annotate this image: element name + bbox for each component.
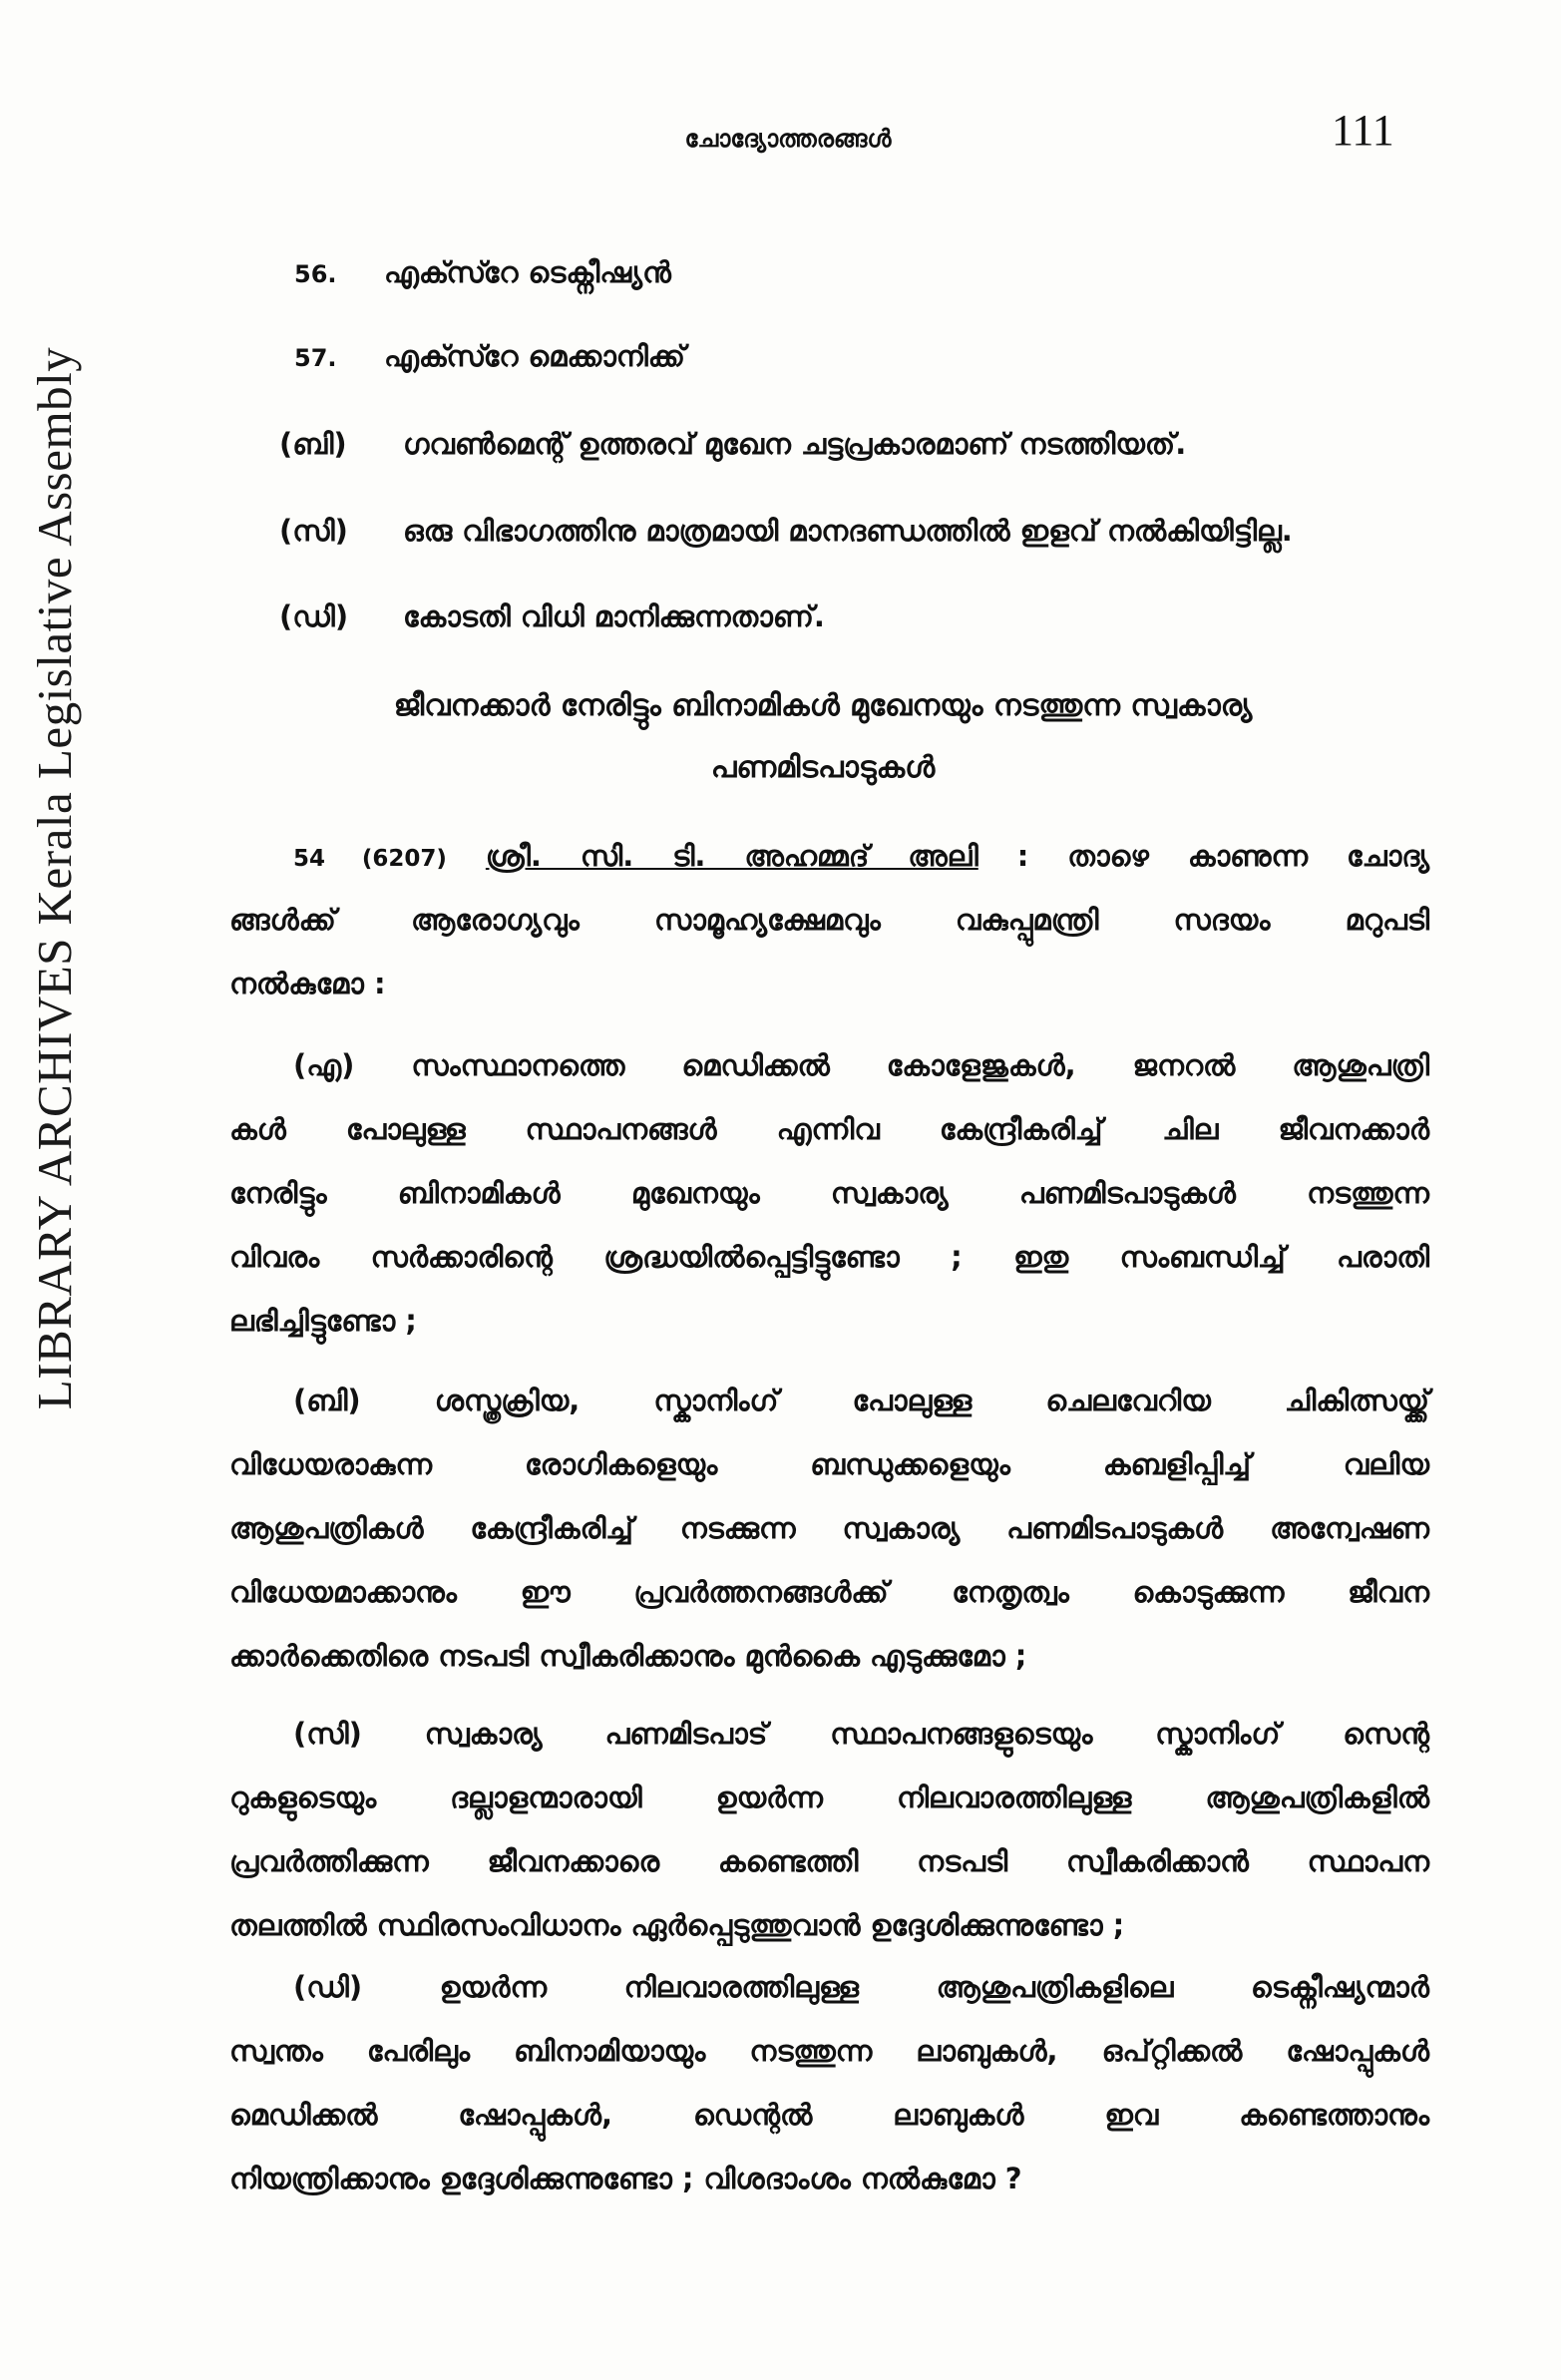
intro-text: : താഴെ കാണുന്ന ചോദ്യ bbox=[1016, 839, 1429, 873]
text-line: (ബി) ശസ്ത്രക്രിയ, സ്കാനിംഗ് പോലുള്ള ചെലവേറിയ ചികിത്സയ്ക്ക് bbox=[293, 1384, 1429, 1417]
answer-marker: (ഡി) bbox=[279, 599, 349, 633]
list-item bbox=[294, 339, 685, 374]
section-heading-line-2: പണമിടപാടുകൾ bbox=[710, 750, 936, 785]
answer-item bbox=[279, 514, 1293, 549]
text-line: സ്വന്തം പേരിലും ബിനാമിയായും നടത്തുന്ന ലാബുകൾ, ഒപ്റ്റിക്കൽ ഷോപ്പുകൾ bbox=[229, 2034, 1429, 2068]
text-line: തലത്തിൽ സ്ഥിരസംവിധാനം ഏർപ്പെടുത്തുവാൻ ഉദ്ദേശിക്കുന്നുണ്ടോ ; bbox=[229, 1908, 1125, 1942]
watermark-text: LIBRARY ARCHIVES Kerala Legislative Assembly bbox=[27, 346, 83, 1409]
list-item-number: 57. bbox=[294, 344, 337, 372]
text-line: വിധേയരാകുന്ന രോഗികളെയും ബന്ധുക്കളെയും കബളിപ്പിച്ച് വലിയ bbox=[229, 1447, 1429, 1481]
text-line: (ഡി) ഉയർന്ന നിലവാരത്തിലുള്ള ആശുപത്രികളിലെ ടെക്നീഷ്യന്മാർ bbox=[293, 1970, 1429, 2004]
text-line: പ്രവർത്തിക്കുന്ന ജീവനക്കാരെ കണ്ടെത്തി നടപടി സ്വീകരിക്കാൻ സ്ഥാപന bbox=[229, 1844, 1429, 1878]
question-part-b bbox=[229, 1369, 1429, 1688]
question-part-a bbox=[229, 1033, 1429, 1353]
answer-item bbox=[279, 599, 825, 634]
text-line: ലഭിച്ചിട്ടുണ്ടോ ; bbox=[229, 1304, 417, 1338]
text-line: വിവരം സർക്കാരിന്റെ ശ്രദ്ധയിൽപ്പെട്ടിട്ടുണ്ടോ ; ഇതു സംബന്ധിച്ച് പരാതി bbox=[229, 1240, 1429, 1274]
text-line bbox=[229, 824, 1429, 888]
page-number: 111 bbox=[1332, 106, 1394, 155]
text-line: ക്കാർക്കെതിരെ നടപടി സ്വീകരിക്കാനും മുൻകൈ എടുക്കുമോ ; bbox=[229, 1639, 1027, 1673]
text-line: ആശുപത്രികൾ കേന്ദ്രീകരിച്ച് നടക്കുന്ന സ്വകാര്യ പണമിടപാടുകൾ അന്വേഷണ bbox=[229, 1511, 1429, 1545]
question-part-c bbox=[229, 1702, 1429, 1957]
list-item-text: എക്സ്റേ ടെക്നീഷ്യൻ bbox=[384, 255, 671, 289]
answer-item bbox=[279, 427, 1186, 462]
text-line: കൾ പോലുള്ള സ്ഥാപനങ്ങൾ എന്നിവ കേന്ദ്രീകരിച്ച് ചില ജീവനക്കാർ bbox=[229, 1112, 1429, 1146]
answer-text: കോടതി വിധി മാനിക്കുന്നതാണ്. bbox=[403, 599, 825, 633]
question-part-d bbox=[229, 1955, 1429, 2210]
section-heading-line-1: ജീവനക്കാർ നേരിട്ടും ബിനാമികൾ മുഖേനയും നടത്തുന്ന സ്വകാര്യ bbox=[393, 688, 1253, 723]
text-line: നിയന്ത്രിക്കാനും ഉദ്ദേശിക്കുന്നുണ്ടോ ; വിശദാംശം നൽകുമോ ? bbox=[229, 2162, 1022, 2195]
answer-text: ഒരു വിഭാഗത്തിനു മാത്രമായി മാനദണ്ഡത്തിൽ ഇളവ് നൽകിയിട്ടില്ല. bbox=[403, 514, 1293, 548]
text-line: (എ) സംസ്ഥാനത്തെ മെഡിക്കൽ കോളേജുകൾ, ജനറൽ ആശുപത്രി bbox=[293, 1048, 1429, 1082]
list-item-text: എക്സ്റേ മെക്കാനിക്ക് bbox=[384, 339, 686, 373]
text-line: ങ്ങൾക്ക് ആരോഗ്യവും സാമൂഹ്യക്ഷേമവും വകുപ്പുമന്ത്രി സദയം മറുപടി bbox=[229, 903, 1429, 937]
list-item bbox=[294, 255, 671, 290]
question-number: 54 (6207) bbox=[293, 846, 447, 872]
text-line: വിധേയമാക്കാനും ഈ പ്രവർത്തനങ്ങൾക്ക് നേതൃത്വം കൊടുക്കുന്ന ജീവന bbox=[229, 1575, 1429, 1609]
text-line: (സി) സ്വകാര്യ പണമിടപാട് സ്ഥാപനങ്ങളുടെയും സ്കാനിംഗ് സെന്റ bbox=[293, 1717, 1429, 1751]
list-item-number: 56. bbox=[294, 260, 337, 288]
answer-marker: (ബി) bbox=[279, 427, 347, 461]
answer-text: ഗവൺമെന്റ് ഉത്തരവ് മുഖേന ചട്ടപ്രകാരമാണ് നടത്തിയത്. bbox=[403, 427, 1187, 461]
member-name: ശ്രീ. സി. ടി. അഹമ്മദ് അലി bbox=[485, 839, 978, 873]
archive-watermark bbox=[0, 0, 110, 1756]
text-line: നൽകുമോ : bbox=[229, 967, 386, 1000]
answer-marker: (സി) bbox=[279, 514, 348, 548]
text-line: മെഡിക്കൽ ഷോപ്പുകൾ, ഡെന്റൽ ലാബുകൾ ഇവ കണ്ടെത്താനും bbox=[229, 2098, 1429, 2132]
question-intro bbox=[229, 824, 1429, 1015]
text-line: നേരിട്ടും ബിനാമികൾ മുഖേനയും സ്വകാര്യ പണമിടപാടുകൾ നടത്തുന്ന bbox=[229, 1176, 1429, 1210]
running-title: ചോദ്യോത്തരങ്ങൾ bbox=[684, 125, 892, 153]
text-line: റുകളുടെയും ദല്ലാളന്മാരായി ഉയർന്ന നിലവാരത്തിലുള്ള ആശുപത്രികളിൽ bbox=[229, 1781, 1429, 1814]
